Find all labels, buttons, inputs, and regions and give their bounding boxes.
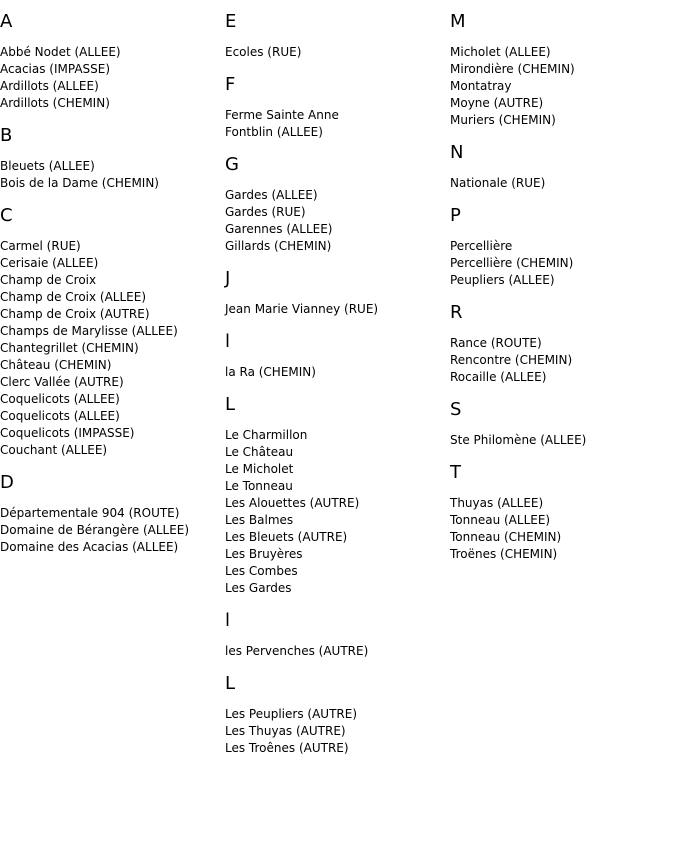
letter-heading: T xyxy=(450,462,461,483)
letter-heading: C xyxy=(0,205,13,226)
street-list xyxy=(225,643,445,660)
letter-group xyxy=(225,332,445,381)
street-entry: Couchant (ALLEE) xyxy=(0,443,108,457)
street-list xyxy=(225,44,445,61)
street-entry: Le Château xyxy=(225,445,294,459)
street-entry: Les Thuyas (AUTRE) xyxy=(225,724,346,738)
street-entry: Moyne (AUTRE) xyxy=(450,96,544,110)
letter-group xyxy=(450,463,670,563)
street-list xyxy=(450,335,670,386)
street-list xyxy=(0,158,220,192)
street-entry: Domaine des Acacias (ALLEE) xyxy=(0,540,179,554)
letter-heading: M xyxy=(450,11,466,32)
letter-heading: l xyxy=(225,610,231,631)
letter-heading: L xyxy=(225,673,236,694)
street-entry: Jean Marie Vianney (RUE) xyxy=(225,302,379,316)
street-entry: Le Charmillon xyxy=(225,428,308,442)
street-entry: Ardillots (ALLEE) xyxy=(0,79,99,93)
street-entry: Le Micholet xyxy=(225,462,294,476)
street-list xyxy=(225,301,445,318)
street-entry: Rencontre (CHEMIN) xyxy=(450,353,573,367)
letter-heading: G xyxy=(225,154,239,175)
street-list xyxy=(225,187,445,255)
letter-group xyxy=(450,400,670,449)
street-entry: Fontblin (ALLEE) xyxy=(225,125,323,139)
street-entry: Champ de Croix (AUTRE) xyxy=(0,307,150,321)
letter-group xyxy=(225,269,445,318)
street-entry: les Pervenches (AUTRE) xyxy=(225,644,369,658)
letter-heading: D xyxy=(0,472,14,493)
letter-group xyxy=(0,473,220,556)
letter-heading: E xyxy=(225,11,237,32)
index-column-3 xyxy=(450,12,670,577)
letter-group xyxy=(450,303,670,386)
street-entry: Muriers (CHEMIN) xyxy=(450,113,556,127)
street-entry: Troënes (CHEMIN) xyxy=(450,547,558,561)
street-entry: Tonneau (CHEMIN) xyxy=(450,530,562,544)
street-entry: Ste Philomène (ALLEE) xyxy=(450,433,587,447)
letter-group xyxy=(225,75,445,141)
street-entry: Rance (ROUTE) xyxy=(450,336,542,350)
street-entry: Peupliers (ALLEE) xyxy=(450,273,555,287)
street-entry: Coquelicots (ALLEE) xyxy=(0,392,120,406)
letter-group xyxy=(450,12,670,129)
street-entry: Ferme Sainte Anne xyxy=(225,108,339,122)
street-entry: Ardillots (CHEMIN) xyxy=(0,96,110,110)
index-column-1 xyxy=(0,12,220,570)
street-list xyxy=(450,432,670,449)
street-entry: Départementale 904 (ROUTE) xyxy=(0,506,180,520)
street-list xyxy=(450,495,670,563)
street-list xyxy=(0,505,220,556)
letter-heading: S xyxy=(450,399,462,420)
street-entry: Coquelicots (ALLEE) xyxy=(0,409,120,423)
street-entry: Rocaille (ALLEE) xyxy=(450,370,547,384)
street-entry: Les Bruyères xyxy=(225,547,303,561)
street-entry: Château (CHEMIN) xyxy=(0,358,112,372)
street-entry: Champs de Marylisse (ALLEE) xyxy=(0,324,178,338)
letter-group xyxy=(225,155,445,255)
letter-group xyxy=(0,206,220,459)
letter-group xyxy=(225,12,445,61)
street-entry: Bleuets (ALLEE) xyxy=(0,159,95,173)
street-entry: Clerc Vallée (AUTRE) xyxy=(0,375,124,389)
street-entry: Percellière xyxy=(450,239,513,253)
street-entry: Micholet (ALLEE) xyxy=(450,45,551,59)
street-list xyxy=(225,364,445,381)
index-column-2 xyxy=(225,12,445,771)
street-entry: Les Troênes (AUTRE) xyxy=(225,741,349,755)
street-entry: la Ra (CHEMIN) xyxy=(225,365,316,379)
letter-group xyxy=(225,674,445,757)
street-entry: Les Bleuets (AUTRE) xyxy=(225,530,348,544)
street-entry: Montatray xyxy=(450,79,512,93)
letter-group xyxy=(225,611,445,660)
street-list xyxy=(0,44,220,112)
street-entry: Thuyas (ALLEE) xyxy=(450,496,544,510)
letter-group xyxy=(450,143,670,192)
street-entry: Les Gardes xyxy=(225,581,292,595)
street-entry: Chantegrillet (CHEMIN) xyxy=(0,341,139,355)
street-list xyxy=(225,706,445,757)
street-entry: Gardes (RUE) xyxy=(225,205,306,219)
street-entry: Champ de Croix (ALLEE) xyxy=(0,290,147,304)
street-list xyxy=(450,44,670,129)
letter-heading: A xyxy=(0,11,13,32)
letter-heading: R xyxy=(450,302,463,323)
letter-heading: l xyxy=(225,331,231,352)
street-entry: Les Alouettes (AUTRE) xyxy=(225,496,360,510)
letter-group xyxy=(450,206,670,289)
street-entry: Les Combes xyxy=(225,564,298,578)
street-entry: Gillards (CHEMIN) xyxy=(225,239,332,253)
letter-group xyxy=(0,12,220,112)
street-list xyxy=(225,427,445,597)
street-entry: Coquelicots (IMPASSE) xyxy=(0,426,135,440)
street-entry: Ecoles (RUE) xyxy=(225,45,302,59)
street-entry: Bois de la Dame (CHEMIN) xyxy=(0,176,159,190)
street-list xyxy=(450,238,670,289)
street-entry: Les Peupliers (AUTRE) xyxy=(225,707,357,721)
street-entry: Carmel (RUE) xyxy=(0,239,81,253)
street-entry: Abbé Nodet (ALLEE) xyxy=(0,45,121,59)
street-list xyxy=(450,175,670,192)
letter-heading: L xyxy=(225,394,236,415)
street-entry: Nationale (RUE) xyxy=(450,176,546,190)
street-entry: Mirondière (CHEMIN) xyxy=(450,62,575,76)
letter-heading: J xyxy=(225,268,231,289)
street-entry: Domaine de Bérangère (ALLEE) xyxy=(0,523,190,537)
street-entry: Percellière (CHEMIN) xyxy=(450,256,574,270)
letter-group xyxy=(225,395,445,597)
street-entry: Le Tonneau xyxy=(225,479,293,493)
street-list xyxy=(225,107,445,141)
street-entry: Gardes (ALLEE) xyxy=(225,188,318,202)
letter-heading: F xyxy=(225,74,236,95)
street-entry: Cerisaie (ALLEE) xyxy=(0,256,99,270)
street-entry: Les Balmes xyxy=(225,513,294,527)
street-list xyxy=(0,238,220,459)
street-entry: Champ de Croix xyxy=(0,273,97,287)
letter-heading: B xyxy=(0,125,13,146)
letter-group xyxy=(0,126,220,192)
street-entry: Garennes (ALLEE) xyxy=(225,222,333,236)
street-entry: Acacias (IMPASSE) xyxy=(0,62,111,76)
street-entry: Tonneau (ALLEE) xyxy=(450,513,551,527)
letter-heading: N xyxy=(450,142,464,163)
letter-heading: P xyxy=(450,205,461,226)
